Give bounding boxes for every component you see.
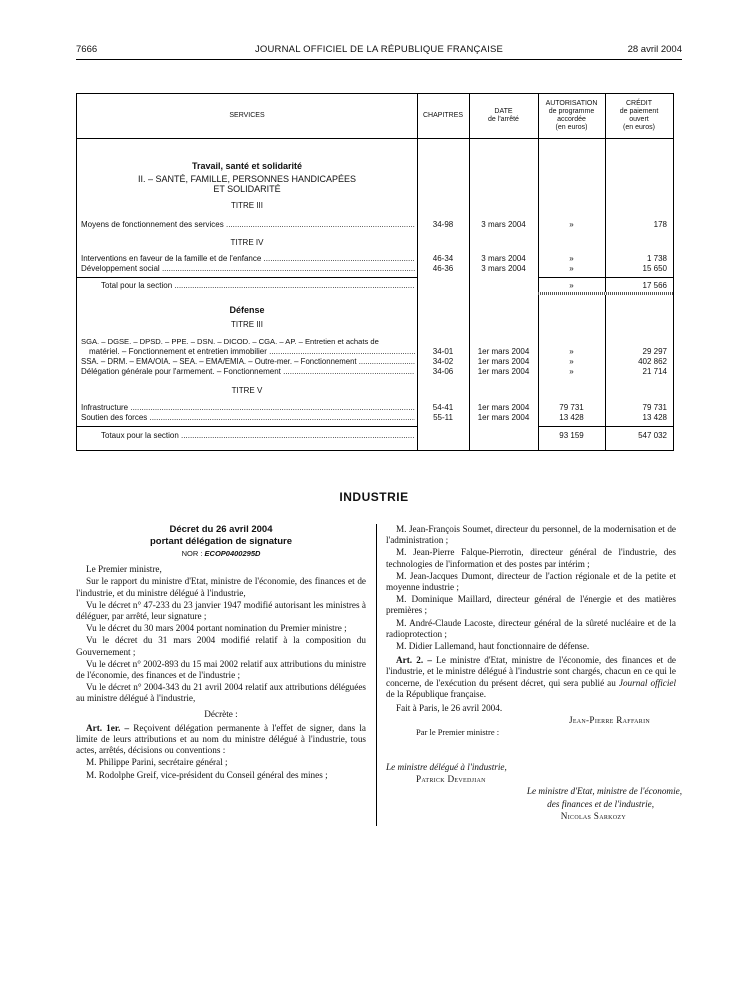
total-rule bbox=[538, 426, 673, 427]
table-row-service: Interventions en faveur de la famille et de l'enfance ..... bbox=[81, 254, 415, 264]
signature-block bbox=[386, 762, 682, 823]
table-row-ap: » bbox=[569, 367, 574, 376]
table-row-cp: 1 738 bbox=[646, 254, 667, 263]
decree-paragraph: Vu le décret du 31 mars 2004 modifié relatif à la composition du Gouvernement ; bbox=[76, 635, 366, 657]
section-subtitle: II. – SANTÉ, FAMILLE, PERSONNES HANDICAPÉES bbox=[137, 174, 357, 184]
table-row-service: Délégation générale pour l'armement. – Fonctionnement ..... bbox=[81, 367, 415, 377]
table-row-ap: » bbox=[569, 254, 574, 263]
table-row-chapitre: 55-11 bbox=[433, 413, 453, 422]
countersign-label: Par le Premier ministre : bbox=[416, 727, 500, 738]
table-row-ap: » bbox=[569, 347, 574, 356]
signatory-minister-delegate: Patrick Devedjian bbox=[416, 774, 486, 785]
titre-heading: TITRE III bbox=[231, 201, 263, 210]
nor-reference: NOR : ECOP0400295D bbox=[181, 549, 261, 558]
table-row-date: 1er mars 2004 bbox=[477, 413, 530, 422]
total-ap: » bbox=[569, 281, 574, 290]
table-row-ap: » bbox=[569, 220, 574, 229]
table-row-service: SGA. – DGSE. – DPSD. – PPE. – DSN. – DICOD. – CGA. – AP. – Entretien et achats de bbox=[81, 337, 379, 346]
signature-place-date: Fait à Paris, le 26 avril 2004. bbox=[396, 703, 503, 714]
decree-paragraph: Vu le décret n° 47-233 du 23 janvier 1947 modifié autorisant les ministres à déléguer, par arrêté, leur signature ; bbox=[76, 599, 366, 622]
total-ap: 93 159 bbox=[559, 431, 584, 440]
header-rule bbox=[76, 59, 682, 60]
table-row-cp: 79 731 bbox=[642, 403, 667, 412]
minister-title: Le ministre d'Etat, ministre de l'économie, bbox=[526, 786, 682, 797]
table-row-ap: » bbox=[569, 357, 574, 366]
section-subtitle: ET SOLIDARITÉ bbox=[213, 184, 281, 194]
table-row-date: 1er mars 2004 bbox=[477, 347, 530, 356]
table-row-ap: 79 731 bbox=[559, 403, 584, 412]
delegate-name: M. Jean-Jacques Dumont, directeur de l'action régionale et de la petite et moyenne industrie ; bbox=[386, 570, 676, 593]
table-row-date: 3 mars 2004 bbox=[481, 220, 526, 229]
table-row-service: matériel. – Fonctionnement et entretien immobilier ..... bbox=[89, 347, 415, 357]
table-row-date: 3 mars 2004 bbox=[481, 264, 526, 273]
delegate-name: M. Dominique Maillard, directeur général de l'énergie et des matières premières ; bbox=[386, 594, 676, 616]
signatory-prime-minister: Jean-Pierre Raffarin bbox=[568, 715, 650, 726]
total-rule bbox=[77, 277, 417, 278]
decrete-label: Décrète : bbox=[204, 708, 238, 719]
page-number: 7666 bbox=[76, 44, 98, 55]
delegate-name: M. Didier Lallemand, haut fonctionnaire de défense. bbox=[396, 641, 590, 652]
titre-heading: TITRE III bbox=[231, 320, 263, 329]
issue-date: 28 avril 2004 bbox=[627, 44, 682, 55]
page-header bbox=[76, 44, 682, 58]
header-divider bbox=[77, 138, 673, 139]
table-row-cp: 29 297 bbox=[642, 347, 667, 356]
signatory-minister-state: Nicolas Sarkozy bbox=[560, 810, 626, 821]
minister-title: Le ministre délégué à l'industrie, bbox=[386, 762, 507, 772]
total-rule bbox=[77, 426, 417, 427]
table-row-ap: » bbox=[569, 264, 574, 273]
table-row-chapitre: 46-36 bbox=[432, 264, 454, 273]
col-header-services: SERVICES bbox=[229, 112, 265, 119]
table-row-service: Infrastructure ..... bbox=[81, 403, 415, 413]
ministry-title: Travail, santé et solidarité bbox=[191, 161, 303, 171]
total-label: Total pour la section ..... bbox=[101, 281, 415, 291]
table-row-cp: 15 650 bbox=[642, 264, 667, 273]
delegate-name: M. André-Claude Lacoste, directeur général de la sûreté nucléaire et de la radioprotection ; bbox=[386, 617, 676, 639]
table-row-date: 1er mars 2004 bbox=[477, 357, 530, 366]
table-row-ap: 13 428 bbox=[559, 413, 584, 422]
decree-left-column bbox=[76, 524, 366, 782]
col-header-credit: CRÉDIT de paiement ouvert (en euros) bbox=[619, 100, 659, 131]
col-header-chapitres: CHAPITRES bbox=[422, 112, 464, 119]
decree-subtitle: portant délégation de signature bbox=[150, 536, 292, 547]
table-row-chapitre: 54-41 bbox=[432, 403, 454, 412]
article-1: Art. 1er. – Reçoivent délégation permanente à l'effet de signer, dans la limite de leurs attributions et au nom du ministre délégué à l'industrie, tous actes, arrêtés, décisions ou conventions : bbox=[76, 722, 367, 756]
titre-heading: TITRE IV bbox=[230, 238, 264, 247]
ministry-title: Défense bbox=[229, 305, 265, 315]
table-row-cp: 13 428 bbox=[642, 413, 667, 422]
column-divider bbox=[376, 524, 377, 826]
decree-title: Décret du 26 avril 2004 bbox=[169, 524, 273, 535]
delegate-name: M. Jean-François Soumet, directeur du personnel, de la modernisation et de l'administration ; bbox=[386, 524, 676, 546]
table-row-service: SSA. – DRM. – EMA/OIA. – SEA. – EMA/EMIA. – Outre-mer. – Fonctionnement ..... bbox=[81, 357, 415, 367]
total-underline bbox=[538, 292, 673, 295]
table-row-chapitre: 34-01 bbox=[432, 347, 454, 356]
table-row-chapitre: 34-02 bbox=[432, 357, 454, 366]
table-row-date: 3 mars 2004 bbox=[481, 254, 526, 263]
table-row-date: 1er mars 2004 bbox=[477, 367, 530, 376]
delegate-name: M. Rodolphe Greif, vice-président du Conseil général des mines ; bbox=[86, 769, 328, 780]
decree-paragraph: Vu le décret du 30 mars 2004 portant nomination du Premier ministre ; bbox=[86, 623, 347, 634]
delegate-name: M. Jean-Pierre Falque-Pierrotin, directeur général de l'industrie, des technologies de l'information et des postes par intérim ; bbox=[386, 547, 676, 569]
table-row-date: 1er mars 2004 bbox=[477, 403, 530, 412]
total-label: Totaux pour la section ..... bbox=[101, 431, 415, 441]
table-row-service: Soutien des forces ..... bbox=[81, 413, 415, 423]
table-row-chapitre: 34-06 bbox=[432, 367, 454, 376]
total-cp: 17 566 bbox=[642, 281, 667, 290]
table-row-cp: 21 714 bbox=[642, 367, 667, 376]
total-cp: 547 032 bbox=[638, 431, 667, 440]
total-rule bbox=[538, 277, 673, 278]
table-row-service: Développement social ..... bbox=[81, 264, 415, 274]
table-row-chapitre: 34-98 bbox=[432, 220, 454, 229]
minister-title: des finances et de l'industrie, bbox=[547, 798, 654, 809]
decree-paragraph: Vu le décret n° 2004-343 du 21 avril 2004 relatif aux attributions déléguées au ministre délégué à l'industrie, bbox=[76, 682, 366, 704]
table-row-service: Moyens de fonctionnement des services ..... bbox=[81, 220, 415, 230]
titre-heading: TITRE V bbox=[231, 386, 263, 395]
credits-table bbox=[76, 93, 674, 451]
decree-right-column bbox=[386, 524, 676, 740]
col-header-autorisation: AUTORISATION de programme accordée (en euros) bbox=[545, 100, 598, 131]
table-row-chapitre: 46-34 bbox=[432, 254, 454, 263]
decree-paragraph: Vu le décret n° 2002-893 du 15 mai 2002 relatif aux attributions du ministre de l'économie, des finances et de l'industrie ; bbox=[76, 658, 366, 681]
section-title: INDUSTRIE bbox=[339, 490, 409, 504]
table-row-cp: 178 bbox=[653, 220, 667, 229]
delegate-name: M. Philippe Parini, secrétaire général ; bbox=[86, 757, 228, 768]
decree-paragraph: Sur le rapport du ministre d'Etat, ministre de l'économie, des finances et de l'industrie, et du ministre délégué à l'industrie, bbox=[76, 576, 366, 598]
article-2: Art. 2. – Le ministre d'Etat, ministre de l'économie, des finances et de l'industrie, et le ministre délégué à l'industrie sont chargés, chacun en ce qui le concerne, de l'exécution du présent décret, qui sera publié au Journal officiel de la République française. bbox=[386, 655, 677, 699]
table-row-cp: 402 862 bbox=[638, 357, 667, 366]
journal-title: JOURNAL OFFICIEL DE LA RÉPUBLIQUE FRANÇAISE bbox=[254, 44, 504, 55]
col-header-date: DATE de l'arrêté bbox=[488, 108, 519, 123]
decree-paragraph: Le Premier ministre, bbox=[86, 564, 162, 575]
